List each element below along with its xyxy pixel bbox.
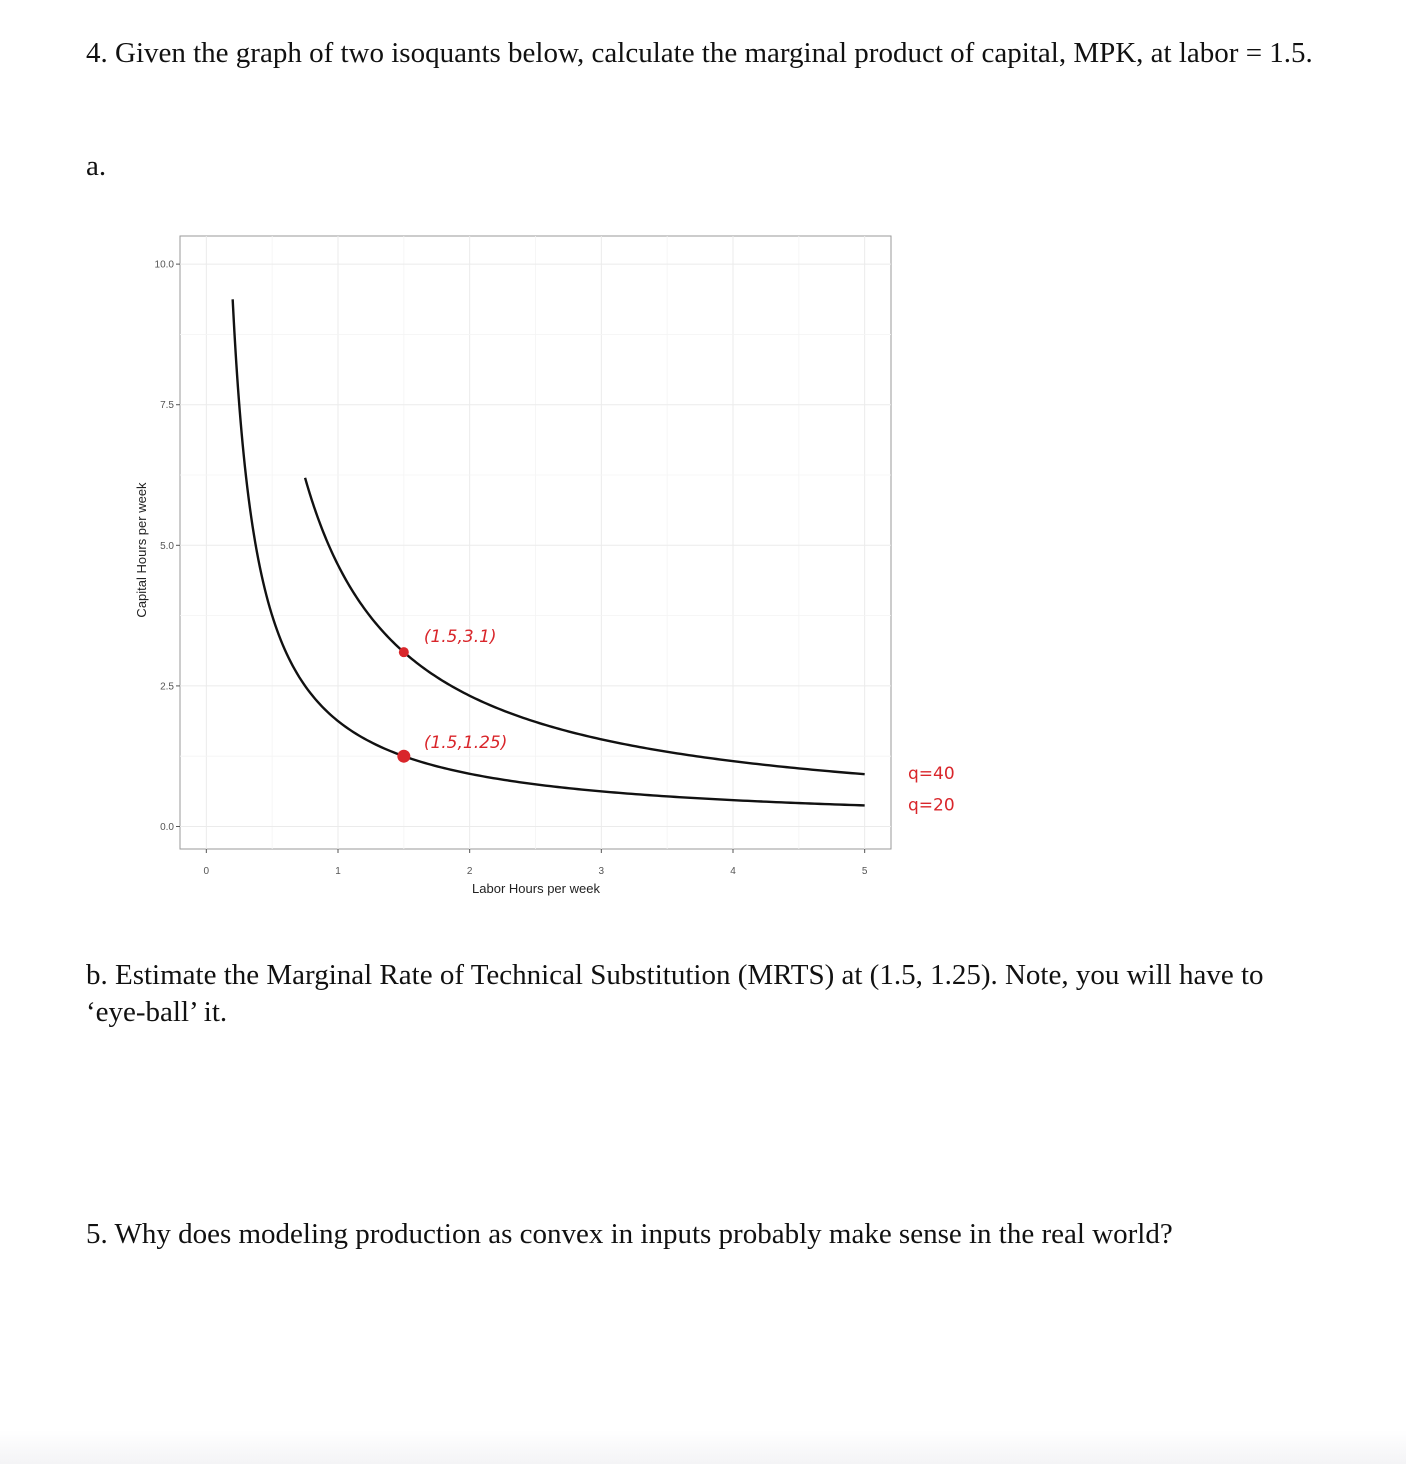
y-tick-label: 5.0 [160,540,174,552]
point-label: (1.5,1.25) [423,733,508,754]
x-axis-title: Labor Hours per week [472,881,600,896]
x-axis-ticks [204,849,868,877]
y-tick-label: 0.0 [160,822,174,834]
y-axis-ticks [155,260,180,833]
y-tick-label: 10.0 [154,259,174,271]
x-tick-label: 2 [466,866,473,877]
part-b-prompt: b. Estimate the Marginal Rate of Technical Substitution (MRTS) at (1.5, 1.25). Note, you will have to ‘eye-ball’ it. [86,959,1264,1028]
handwritten-labels [908,764,955,815]
page-bottom-shadow [0,1430,1406,1464]
curve-label-q-40: q=40 [908,764,955,785]
x-tick-label: 1 [335,866,341,877]
x-tick-label: 3 [598,866,605,877]
y-tick-label: 2.5 [160,681,174,693]
point-marker [399,647,409,657]
question-4-prompt: 4. Given the graph of two isoquants below, calculate the marginal product of capital, MPK, at labor = 1.5. [86,37,1313,69]
part-a-label: a. [86,150,107,182]
curve-label-q-20: q=20 [908,795,955,816]
x-tick-label: 0 [203,866,210,877]
point-marker [397,750,410,763]
question-5-prompt: 5. Why does modeling production as convex in inputs probably make sense in the real world? [86,1218,1173,1250]
x-tick-label: 5 [861,866,868,877]
y-axis-title: Capital Hours per week [134,482,149,618]
y-tick-label: 7.5 [160,400,174,412]
x-tick-label: 4 [730,866,736,877]
point-label: (1.5,3.1) [423,627,497,648]
